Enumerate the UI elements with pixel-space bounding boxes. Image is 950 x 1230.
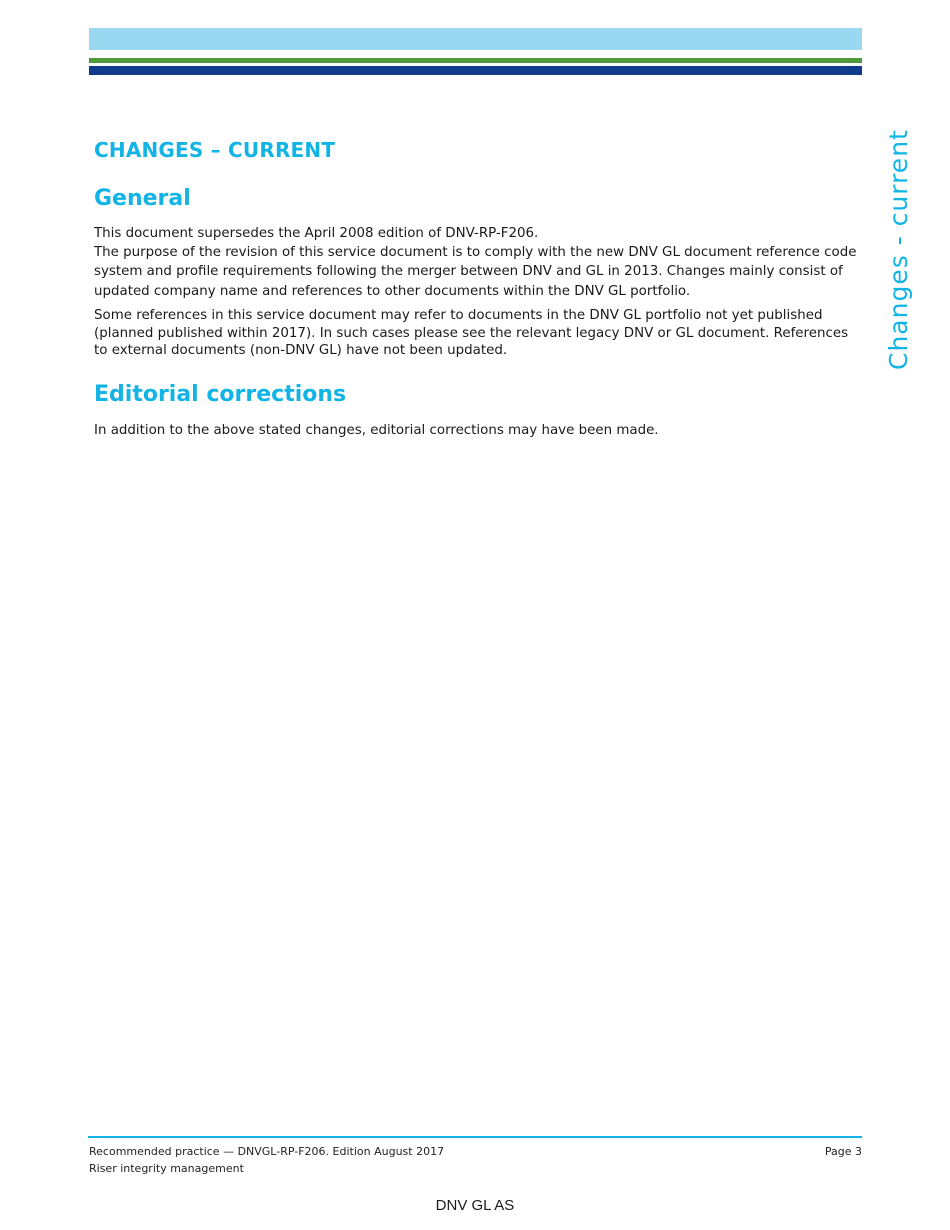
header-band-green bbox=[89, 58, 862, 63]
header-band-navy bbox=[89, 66, 862, 75]
footer-document-subtitle: Riser integrity management bbox=[89, 1162, 244, 1175]
footer-divider bbox=[88, 1136, 862, 1138]
header-band-light bbox=[89, 28, 862, 50]
section-heading-editorial: Editorial corrections bbox=[94, 381, 347, 407]
paragraph-editorial: In addition to the above stated changes, editorial corrections may have been made. bbox=[94, 422, 659, 438]
section-editorial bbox=[94, 382, 864, 441]
paragraph-supersedes: This document supersedes the April 2008 edition of DNV-RP-F206. bbox=[94, 226, 539, 241]
section-general bbox=[94, 186, 864, 360]
paragraph-references: Some references in this service document may refer to documents in the DNV GL portfolio not yet published (planned published within 2017). In such cases please see the relevant legacy DNV or GL document. References to external documents (non-DNV GL) have not been updated. bbox=[94, 308, 849, 358]
page-title: CHANGES – CURRENT bbox=[94, 138, 336, 162]
paragraph-purpose: The purpose of the revision of this service document is to comply with the new DNV GL document reference code system and profile requirements following the merger between DNV and GL in 2013. Changes mainly consist of updated company name and references to other documents within the DNV GL portfolio. bbox=[94, 244, 857, 299]
side-chapter-tab: Changes - current bbox=[884, 129, 913, 370]
footer-document-info bbox=[89, 1143, 444, 1177]
section-heading-general: General bbox=[94, 186, 191, 211]
footer-organization: DNV GL AS bbox=[435, 1197, 515, 1214]
footer-page-number: Page 3 bbox=[824, 1145, 862, 1158]
footer-document-reference: Recommended practice — DNVGL-RP-F206. Edition August 2017 bbox=[89, 1145, 445, 1158]
document-content bbox=[94, 138, 864, 462]
